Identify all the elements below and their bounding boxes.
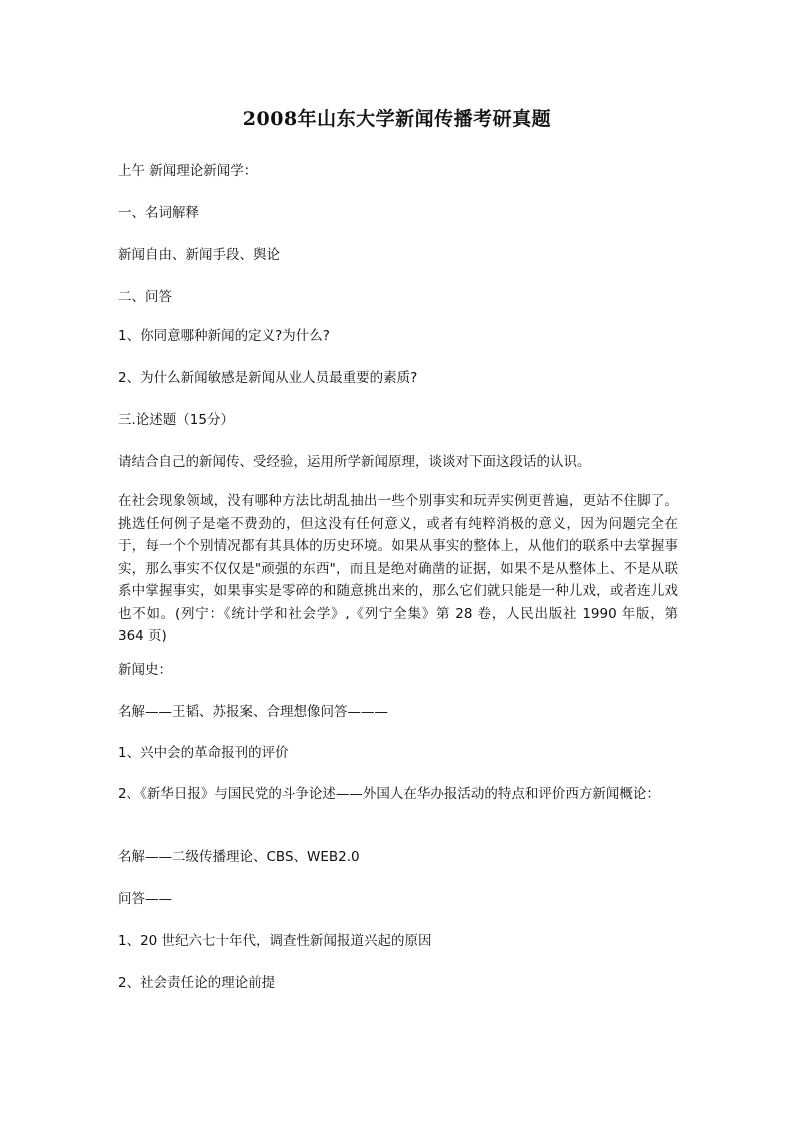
section2-heading: 二、问答 [118, 289, 172, 305]
history-question-2: 2､《新华日报》与国民党的斗争论述——外国人在华办报活动的特点和评价西方新闻概论： [118, 786, 660, 802]
section1-heading: 一、名词解释 [118, 205, 199, 221]
question-2: 2、为什么新闻敏感是新闻从业人员最重要的素质? [118, 370, 418, 386]
history-question-1: 1、兴中会的革命报刊的评价 [118, 745, 289, 761]
west-qa-heading: 问答—— [118, 891, 172, 907]
west-question-1: 1、20 世纪六七十年代，调查性新闻报道兴起的原因 [118, 933, 432, 949]
history-terms: 名解——王韬、苏报案、合理想像问答——— [118, 704, 388, 720]
morning-heading: 上午 新闻理论新闻学： [118, 163, 258, 179]
document-title: 2008年山东大学新闻传播考研真题 [242, 108, 552, 130]
essay-prompt: 请结合自己的新闻传、受经验，运用所学新闻原理，谈谈对下面这段话的认识。 [118, 454, 591, 470]
section3-heading: 三.论述题（15分） [118, 412, 234, 428]
west-terms: 名解——二级传播理论、CBS、WEB2.0 [118, 849, 360, 865]
history-heading: 新闻史： [118, 662, 172, 678]
quote-paragraph: 在社会现象领域，没有哪种方法比胡乱抽出一些个别事实和玩弄实例更普遍，更站不住脚了。挑选任何例子是毫不费劲的，但这没有任何意义，或者有纯粹消极的意义，因为问题完全在于，每一个个别情况都有其具体的历史环境。如果从事实的整体上，从他们的联系中去掌握事实，那么事实不仅仅是"顽强的东西"，而且是绝对确凿的证据，如果不是从整体上、不是从联系中掌握事实，如果事实是零碎的和随意挑出来的，那么它们就只能是一种儿戏，或者连儿戏也不如。(列宁：《统计学和社会学》,《列宁全集》第 28 卷，人民出版社 1990 年版，第 364 页) [118, 493, 678, 644]
section1-terms: 新闻自由、新闻手段、舆论 [118, 247, 280, 263]
west-question-2: 2、社会责任论的理论前提 [118, 975, 276, 991]
question-1: 1、你同意哪种新闻的定义?为什么? [118, 328, 330, 344]
